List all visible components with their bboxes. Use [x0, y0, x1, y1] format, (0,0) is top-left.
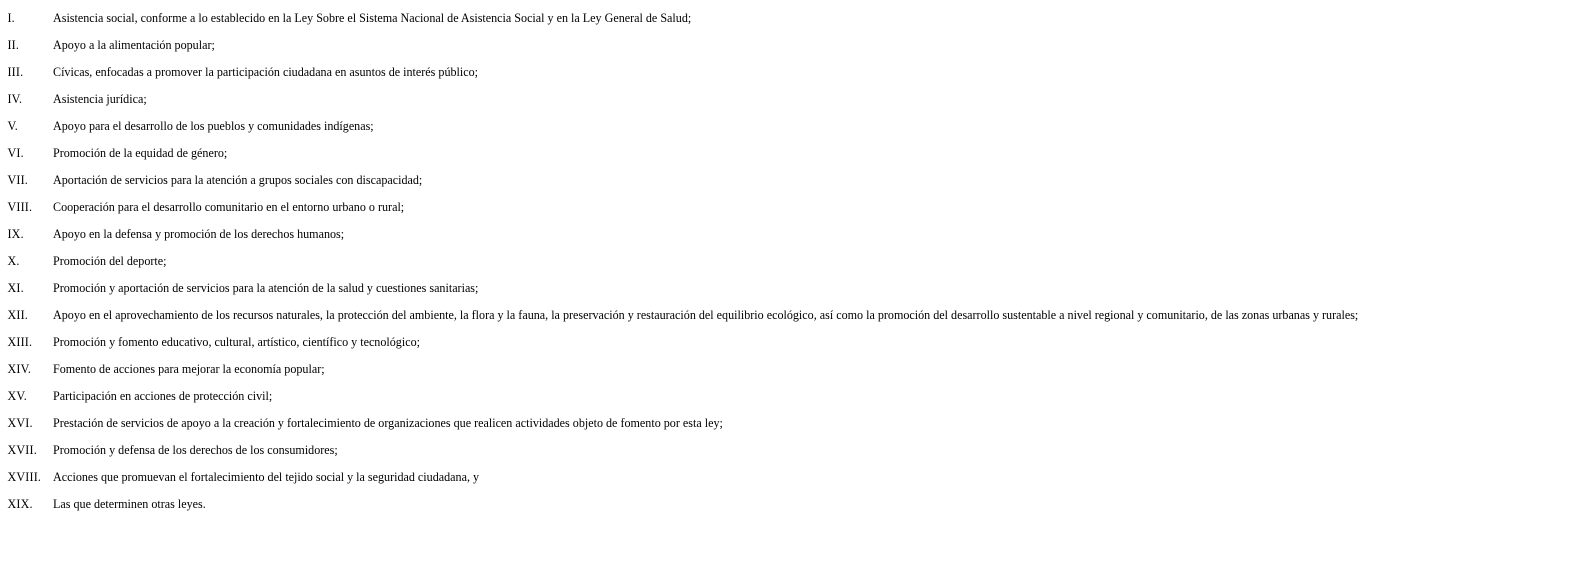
item-text: Promoción y fomento educativo, cultural, artístico, científico y tecnológico;	[53, 334, 420, 349]
item-text: Fomento de acciones para mejorar la economía popular;	[53, 361, 325, 376]
item-number: VII.	[7, 172, 29, 187]
list-item	[0, 90, 1467, 117]
list-item	[0, 252, 1467, 279]
item-number: XVI.	[7, 415, 33, 430]
list-item	[0, 117, 1467, 144]
item-number: XI.	[7, 280, 24, 295]
list-item	[0, 36, 1467, 63]
item-number: I.	[7, 10, 15, 25]
list-item	[0, 468, 1467, 495]
item-number: IX.	[7, 226, 24, 241]
list-item	[0, 279, 1467, 306]
item-text: Asistencia jurídica;	[53, 91, 147, 106]
list-item	[0, 171, 1467, 198]
item-number: XII.	[7, 307, 29, 322]
item-number: XVII.	[7, 442, 37, 457]
item-number: XV.	[7, 388, 27, 403]
item-text: Aportación de servicios para la atención a grupos sociales con discapacidad;	[53, 172, 423, 187]
item-text: Apoyo en el aprovechamiento de los recursos naturales, la protección del ambiente, la flora y la fauna, la preservación y restauración del equilibrio ecológico, así como la promoción del desarrollo sustentable a nivel regional y comunitario, de las zonas urbanas y rurales;	[53, 307, 1359, 322]
list-item	[0, 387, 1467, 414]
item-number: VIII.	[7, 199, 33, 214]
list-item	[0, 441, 1467, 468]
item-number: V.	[7, 118, 19, 133]
item-number: XIV.	[7, 361, 32, 376]
list-item	[0, 414, 1467, 441]
list-item	[0, 360, 1467, 387]
item-text: Participación en acciones de protección civil;	[53, 388, 273, 403]
item-text: Promoción y defensa de los derechos de los consumidores;	[53, 442, 338, 457]
item-text: Las que determinen otras leyes.	[53, 496, 206, 511]
list-item	[0, 225, 1467, 252]
list-item	[0, 306, 1467, 333]
item-number: XIX.	[7, 496, 33, 511]
item-number: XVIII.	[7, 469, 42, 484]
list-item	[0, 333, 1467, 360]
item-text: Apoyo en la defensa y promoción de los derechos humanos;	[53, 226, 345, 241]
item-text: Apoyo a la alimentación popular;	[53, 37, 215, 52]
item-number: III.	[7, 64, 24, 79]
item-text: Promoción y aportación de servicios para la atención de la salud y cuestiones sanitarias;	[53, 280, 479, 295]
item-number: IV.	[7, 91, 23, 106]
item-text: Prestación de servicios de apoyo a la creación y fortalecimiento de organizaciones que realicen actividades objeto de fomento por esta ley;	[53, 415, 723, 430]
item-number: X.	[7, 253, 20, 268]
item-text: Cívicas, enfocadas a promover la participación ciudadana en asuntos de interés público;	[53, 64, 479, 79]
item-text: Apoyo para el desarrollo de los pueblos y comunidades indígenas;	[53, 118, 374, 133]
list-item	[0, 198, 1467, 225]
list-item	[0, 63, 1467, 90]
item-number: XIII.	[7, 334, 33, 349]
item-text: Acciones que promuevan el fortalecimiento del tejido social y la seguridad ciudadana, y	[53, 469, 480, 484]
item-number: II.	[7, 37, 20, 52]
list-item	[0, 144, 1467, 171]
item-text: Asistencia social, conforme a lo establecido en la Ley Sobre el Sistema Nacional de Asistencia Social y en la Ley General de Salud;	[53, 10, 692, 25]
item-text: Promoción de la equidad de género;	[53, 145, 228, 160]
list-item	[0, 9, 1467, 36]
list-item	[0, 495, 1467, 522]
item-text: Cooperación para el desarrollo comunitario en el entorno urbano o rural;	[53, 199, 405, 214]
item-number: VI.	[7, 145, 24, 160]
item-text: Promoción del deporte;	[53, 253, 167, 268]
